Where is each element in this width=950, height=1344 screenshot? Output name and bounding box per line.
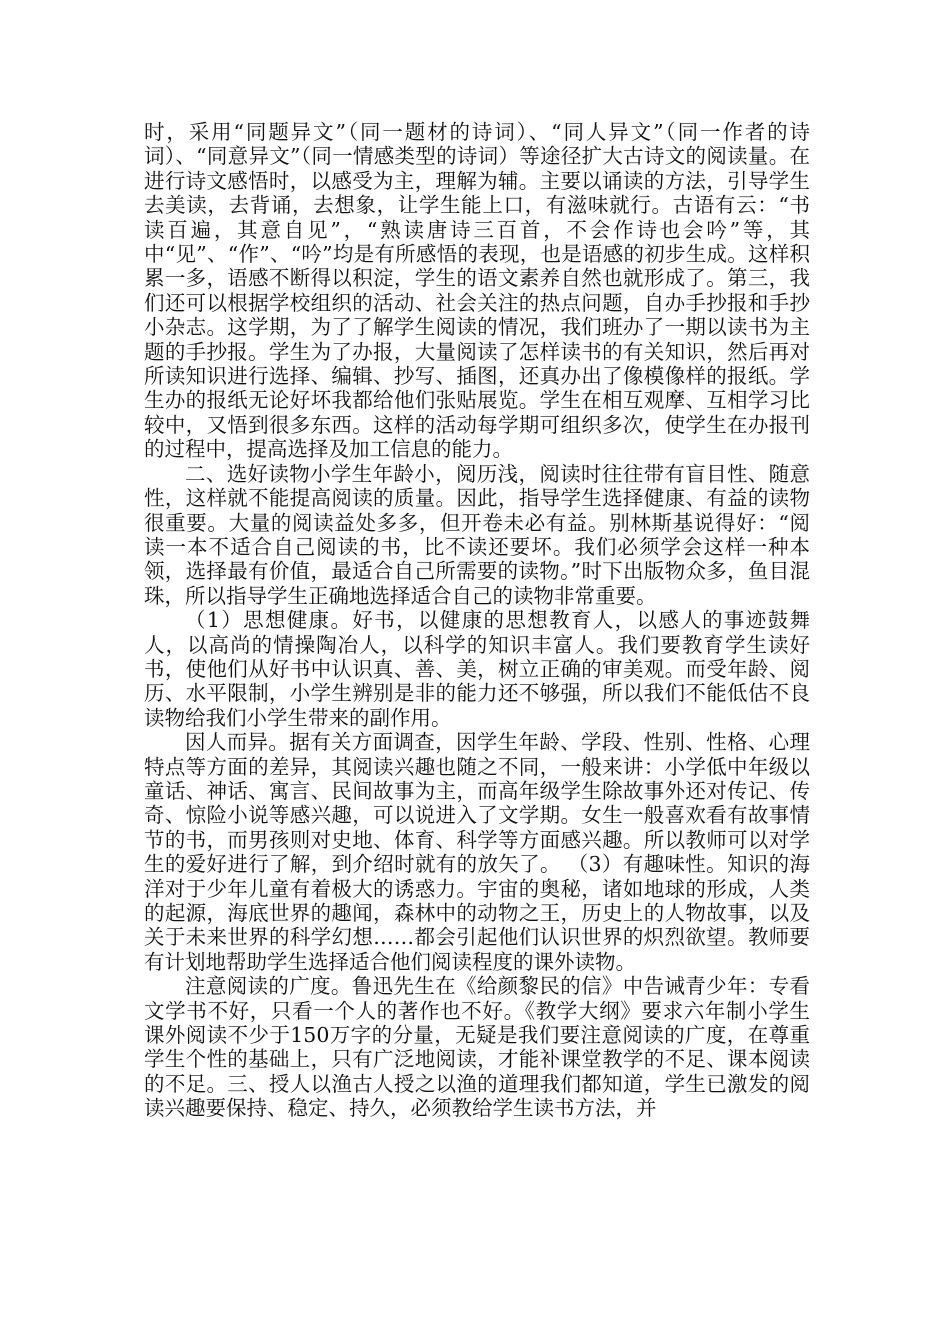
paragraph-section-two: 二、选好读物小学生年龄小，阅历浅，阅读时往往带有盲目性、随意性，这样就不能提高阅读的质量。因此，指导学生选择健康、有益的读物很重要。大量的阅读益处多多，但开卷未必有益。别林斯基说得好：“阅读一本不适合自己阅读的书，比不读还要坏。我们必须学会这样一种本领，选择最有价值，最适合自己所需要的读物。”时下出版物众多，鱼目混珠，所以指导学生正确地选择适合自己的读物非常重要。 (144, 461, 810, 608)
document-body (144, 120, 810, 1121)
paragraph-healthy-thought: （1）思想健康。好书，以健康的思想教育人，以感人的事迹鼓舞人，以高尚的情操陶冶人，以科学的知识丰富人。我们要教育学生读好书，使他们从好书中认识真、善、美，树立正确的审美观。而受年龄、阅历、水平限制，小学生辨别是非的能力还不够强，所以我们不能低估不良读物给我们小学生带来的副作用。 (144, 608, 810, 730)
paragraph-individual-difference: 因人而异。据有关方面调查，因学生年龄、学段、性别、性格、心理特点等方面的差异，其阅读兴趣也随之不同，一般来讲：小学低中年级以童话、神话、寓言、民间故事为主，而高年级学生除故事外还对传记、传奇、惊险小说等感兴趣，可以说进入了文学期。女生一般喜欢看有故事情节的书，而男孩则对史地、体育、科学等方面感兴趣。所以教师可以对学生的爱好进行了解，到介绍时就有的放矢了。 （3）有趣味性。知识的海洋对于少年儿童有着极大的诱惑力。宇宙的奥秘，诸如地球的形成，人类的起源，海底世界的趣闻，森林中的动物之王，历史上的人物故事，以及关于未来世界的科学幻想……都会引起他们认识世界的炽烈欲望。教师要有计划地帮助学生选择适合他们阅读程度的课外读物。 (144, 730, 810, 974)
paragraph-reading-breadth: 注意阅读的广度。鲁迅先生在《给颜黎民的信》中告诫青少年：专看文学书不好，只看一个人的著作也不好。《教学大纲》要求六年制小学生课外阅读不少于150万字的分量，无疑是我们要注意阅读的广度，在尊重学生个性的基础上，只有广泛地阅读，才能补课堂教学的不足、课本阅读的不足。三、授人以渔古人授之以渔的道理我们都知道，学生已激发的阅读兴趣要保持、稳定、持久，必须教给学生读书方法，并 (144, 974, 810, 1121)
paragraph-continuation: 时，采用“同题异文”（同一题材的诗词）、“同人异文”（同一作者的诗词）、“同意异文”（同一情感类型的诗词）等途径扩大古诗文的阅读量。在进行诗文感悟时，以感受为主，理解为辅。主要以诵读的方法，引导学生去美读，去背诵，去想象，让学生能上口，有滋味就行。古语有云：“书读百遍，其意自见”，“熟读唐诗三百首，不会作诗也会吟”等，其中“见”、“作”、“吟”均是有所感悟的表现，也是语感的初步生成。这样积累一多，语感不断得以积淀，学生的语文素养自然也就形成了。第三，我们还可以根据学校组织的活动、社会关注的热点问题，自办手抄报和手抄小杂志。这学期，为了了解学生阅读的情况，我们班办了一期以读书为主题的手抄报。学生为了办报，大量阅读了怎样读书的有关知识，然后再对所读知识进行选择、编辑、抄写、插图，还真办出了像模像样的报纸。学生办的报纸无论好坏我都给他们张贴展览。学生在相互观摩、互相学习比较中，又悟到很多东西。这样的活动每学期可组织多次，使学生在办报刊的过程中，提高选择及加工信息的能力。 (144, 120, 810, 462)
